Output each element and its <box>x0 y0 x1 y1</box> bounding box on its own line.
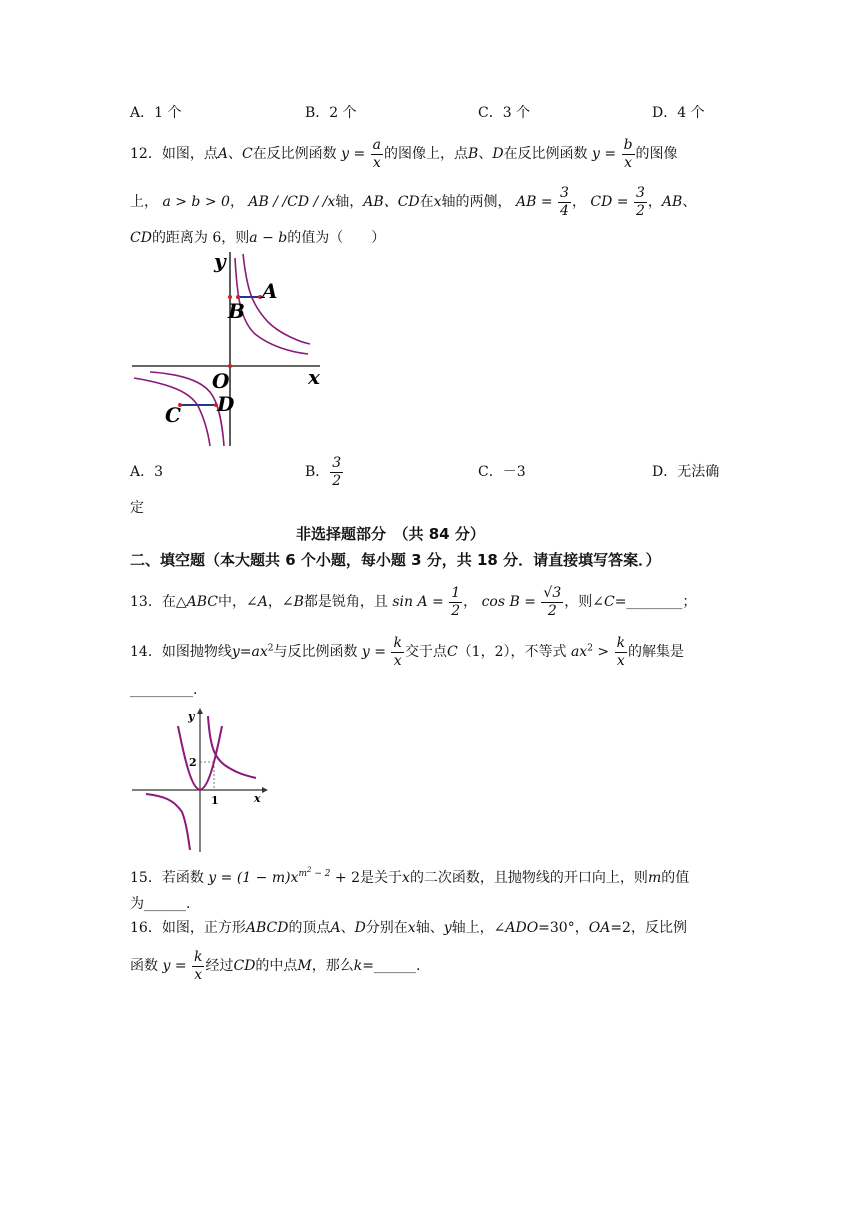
text: 的解集是 <box>628 644 685 660</box>
label-1: 1 <box>211 794 219 807</box>
text: 中，∠ <box>217 594 258 610</box>
numerator: k <box>194 948 203 965</box>
var: C <box>446 644 458 660</box>
text: 的中点 <box>255 958 298 974</box>
text: 在反比例函数 <box>503 146 588 162</box>
text: 的值 <box>661 870 690 886</box>
denominator: 2 <box>332 472 342 489</box>
text: 的图像 <box>635 146 678 162</box>
fraction-k-over-x <box>391 635 403 670</box>
text: =2，反比例 <box>610 920 687 936</box>
denominator: 4 <box>560 202 569 219</box>
text: 函数 <box>130 958 158 974</box>
q12-option-d: D．无法确 <box>652 464 720 480</box>
var: AB <box>661 194 683 210</box>
formula: y=ax <box>231 644 268 660</box>
text: 在 <box>419 194 434 210</box>
question-number: 13． <box>130 594 162 610</box>
var: D <box>354 920 366 936</box>
formula: ax <box>570 644 588 660</box>
q12-option-c: C．－3 <box>478 464 526 480</box>
var: A <box>330 920 341 936</box>
q12-option-b <box>305 452 344 492</box>
formula: y = <box>162 958 187 974</box>
text: 若函数 <box>161 870 204 886</box>
exp-square: 2 <box>307 866 312 875</box>
q13-line-1 <box>130 582 696 622</box>
q16-line-2 <box>130 946 420 986</box>
label-x: x <box>308 365 320 389</box>
var: x <box>407 920 416 936</box>
var: x <box>402 870 410 886</box>
question-number: 14． <box>130 644 162 660</box>
text: 轴的两侧， <box>441 194 512 210</box>
q11-option-b: B．2 个 <box>305 105 357 121</box>
text: 的距离为 6，则 <box>151 230 250 246</box>
q14-line-1 <box>130 632 684 672</box>
q12-option-a: A．3 <box>130 464 164 480</box>
var: y <box>443 920 452 936</box>
text: B． <box>305 464 330 480</box>
fraction-ineq <box>615 635 627 670</box>
text: 如图，正方形 <box>161 920 246 936</box>
denominator: x <box>194 966 203 983</box>
q12-line-1 <box>130 136 678 172</box>
question-number: 12． <box>130 146 162 162</box>
var: A <box>257 594 268 610</box>
var: B <box>293 594 304 610</box>
exponent: 2 <box>267 643 274 654</box>
formula: y = <box>361 644 386 660</box>
part-two-title: 二、填空题（本大题共 6 个小题，每小题 3 分，共 18 分．请直接填写答案．） <box>130 551 661 569</box>
formula: AB = <box>516 194 553 210</box>
text: 的图像上，点 <box>384 146 469 162</box>
text: 都是锐角，且 <box>303 594 388 610</box>
text: ， <box>463 594 478 610</box>
text: 、 <box>227 146 242 162</box>
text: ， <box>647 194 662 210</box>
numerator: 3 <box>636 184 645 201</box>
fraction-ab <box>558 185 571 220</box>
fraction-k-over-x <box>192 949 204 984</box>
denominator: x <box>616 652 625 669</box>
text: ， <box>571 194 586 210</box>
q11-option-d: D．4 个 <box>652 105 705 121</box>
text: ，则∠ <box>564 594 604 610</box>
text: 的值为（ ） <box>287 230 386 246</box>
text: （1，2），不等式 <box>457 644 567 660</box>
q16-line-1 <box>130 918 687 938</box>
q11-option-a: A．1 个 <box>130 105 182 121</box>
numerator: k <box>393 634 402 651</box>
text: 上， <box>130 194 158 210</box>
numerator: 3 <box>332 454 342 471</box>
text: 轴、 <box>415 920 444 936</box>
var: ADO <box>505 920 539 936</box>
formula: + 2 <box>330 870 361 886</box>
text: =30°， <box>538 920 589 936</box>
var: ABC <box>186 594 218 610</box>
text: 交于点 <box>404 644 447 660</box>
formula: AB / /CD / /x <box>248 194 336 210</box>
var: CD <box>130 230 152 246</box>
text: 轴， <box>335 194 364 210</box>
q12-figure <box>130 250 330 448</box>
fraction-cd <box>634 185 647 220</box>
fraction-b-over-x <box>622 137 635 172</box>
formula: y = <box>341 146 366 162</box>
exponent: 2 <box>587 643 593 654</box>
label-y: y <box>214 250 226 273</box>
text: 如图抛物线 <box>161 644 232 660</box>
var: AB、CD <box>363 194 420 210</box>
numerator: 3 <box>560 184 569 201</box>
fraction-3-over-2 <box>330 455 343 490</box>
var: OA <box>588 920 611 936</box>
formula: a − b <box>249 230 288 246</box>
text: 是关于 <box>360 870 403 886</box>
fraction-a-over-x <box>371 137 383 172</box>
numerator: 1 <box>451 584 461 601</box>
var: x <box>433 194 442 210</box>
label-b: B <box>228 299 245 323</box>
var: B <box>468 146 479 162</box>
var: CD <box>233 958 256 974</box>
section-title: 非选择题部分 （共 84 分） <box>296 525 485 543</box>
denominator: 2 <box>636 202 645 219</box>
operator: > <box>597 644 610 660</box>
denominator: x <box>393 652 402 669</box>
text: ，那么 <box>311 958 354 974</box>
fraction-sin <box>449 585 462 620</box>
text: =______. <box>362 958 421 974</box>
exp-rest: − 2 <box>311 869 331 880</box>
question-number: 16． <box>130 920 162 936</box>
text: 在反比例函数 <box>252 146 337 162</box>
numerator: k <box>616 634 626 651</box>
numerator: √3 <box>543 584 562 601</box>
q12-line-3 <box>130 228 385 248</box>
q15-line-1 <box>130 868 689 888</box>
var: ABCD <box>245 920 289 936</box>
label-x: x <box>254 792 261 805</box>
question-number: 15． <box>130 870 162 886</box>
text: 与反比例函数 <box>273 644 358 660</box>
label-o: O <box>212 369 230 393</box>
text: ，∠ <box>267 594 294 610</box>
label-y: y <box>188 710 195 723</box>
text: 轴上，∠ <box>451 920 506 936</box>
formula: cos B = <box>481 594 536 610</box>
denominator: 2 <box>451 602 461 619</box>
text: 、 <box>682 194 697 210</box>
var: C <box>603 594 615 610</box>
label-a: A <box>262 279 278 303</box>
var: M <box>297 958 312 974</box>
formula: y = <box>592 146 617 162</box>
denominator: x <box>372 154 381 171</box>
formula: sin A = <box>392 594 444 610</box>
text: 的二次函数，且抛物线的开口向上，则 <box>409 870 648 886</box>
denominator: x <box>624 154 632 171</box>
text: =________； <box>614 594 697 610</box>
var: A <box>217 146 228 162</box>
text: ， <box>229 194 244 210</box>
var: D <box>492 146 504 162</box>
numerator: a <box>372 136 382 153</box>
exponent <box>298 866 331 880</box>
label-2: 2 <box>189 756 197 769</box>
formula: y = (1 − m)x <box>208 870 299 886</box>
text: 的顶点 <box>288 920 331 936</box>
q15-line-2: 为______. <box>130 896 191 912</box>
text: 分别在 <box>365 920 408 936</box>
q12-line-2 <box>130 184 696 220</box>
text: 在△ <box>161 594 187 610</box>
fraction-cos <box>541 585 563 620</box>
text: 、 <box>478 146 493 162</box>
formula: a > b > 0 <box>162 194 230 210</box>
label-d: D <box>217 392 235 416</box>
text: 经过 <box>205 958 234 974</box>
q12-option-d-wrap: 定 <box>130 500 144 516</box>
text: 如图，点 <box>161 146 218 162</box>
var: k <box>353 958 363 974</box>
q14-line-2: _________. <box>130 682 198 698</box>
q11-option-c: C．3 个 <box>478 105 531 121</box>
var: C <box>241 146 253 162</box>
formula: CD = <box>590 194 629 210</box>
exp-base: m <box>298 869 308 880</box>
label-c: C <box>165 403 181 427</box>
numerator: b <box>623 136 633 153</box>
q14-figure <box>130 706 270 854</box>
denominator: 2 <box>547 602 557 619</box>
text: 、 <box>340 920 355 936</box>
var: m <box>647 870 662 886</box>
